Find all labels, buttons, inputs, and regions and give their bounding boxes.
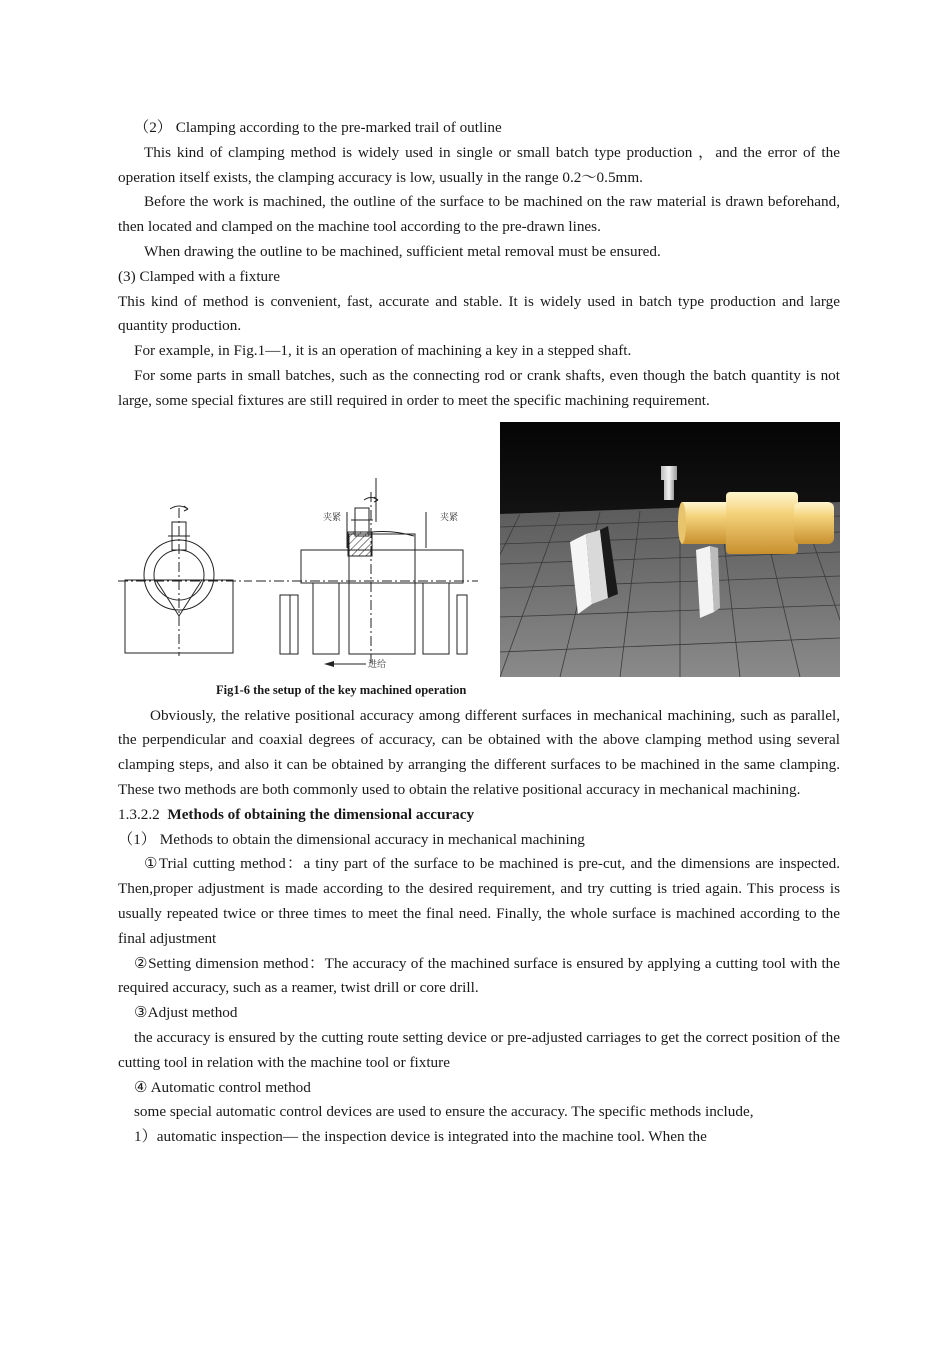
heading-automatic-control: ④ Automatic control method	[134, 1078, 311, 1096]
section-number: 1.3.2.2	[118, 805, 160, 823]
fixture-drawing	[118, 478, 490, 684]
paragraph-metal-removal: When drawing the outline to be machined, sufficient metal removal must be ensured.	[144, 242, 661, 260]
paragraph-automatic-inspection: 1）automatic inspection— the inspection device is integrated into the machine tool. When the	[134, 1128, 707, 1146]
figure-caption: Fig1-6 the setup of the key machined operation	[216, 682, 467, 697]
heading-adjust-method: ③Adjust method	[134, 1004, 238, 1022]
label-clamp-right: 夹紧	[440, 512, 459, 523]
paragraph-example: For example, in Fig.1—1, it is an operation of machining a key in a stepped shaft.	[134, 342, 632, 360]
paragraph-adjust-method: the accuracy is ensured by the cutting route setting device or pre-adjusted carriages to get the correct position of the cutting tool in relation with the machine tool or fixture	[118, 1028, 840, 1071]
figure-key-machining	[118, 422, 840, 704]
heading-dimensional-methods: （1） Methods to obtain the dimensional accuracy in mechanical machining	[118, 830, 585, 848]
section-title: Methods of obtaining the dimensional accuracy	[167, 805, 475, 823]
paragraph-positional-accuracy: Obviously, the relative positional accuracy among different surfaces in mechanical machining, such as parallel, the perpendicular and coaxial degrees of accuracy, can be obtained with the above clamping method using several clamping steps, and also it can be obtained by arranging the different surfaces to be machined in the same clamping. These two methods are both commonly used to obtain the relative positional accuracy in mechanical machining.	[118, 706, 840, 798]
paragraph-clamping-error: This kind of clamping method is widely used in single or small batch type production ，and the error of the operation itself exists, the clamping accuracy is low, usually in the range 0.2～0.5mm.	[118, 143, 840, 186]
section-heading	[118, 803, 840, 828]
label-feed: 进给	[368, 659, 387, 670]
label-clamp-left: 夹紧	[323, 512, 342, 523]
paragraph-small-batches: For some parts in small batches, such as the connecting rod or crank shafts, even though the batch quantity is not large, some special fixtures are still required in order to meet the specific machining requirement.	[118, 366, 840, 409]
fixture-3d-render	[500, 422, 840, 677]
paragraph-setting-dimension: ②Setting dimension method：The accuracy of the machined surface is ensured by applying a cutting tool with the required accuracy, such as a reamer, twist drill or core drill.	[118, 954, 840, 997]
heading-fixture-clamping: (3) Clamped with a fixture	[118, 267, 280, 285]
paragraph-trial-cutting: ①Trial cutting method：a tiny part of the surface to be machined is pre-cut, and the dimensions are inspected. Then,proper adjustment is made according to the desired requirement, and try cutting is tried again. This process is usually repeated twice or three times to meet the final need. Finally, the whole surface is machined according to the final adjustment	[118, 855, 840, 947]
paragraph-outline-drawing: Before the work is machined, the outline of the surface to be machined on the raw material is drawn beforehand, then located and clamped on the machine tool according to the pre-drawn lines.	[118, 193, 840, 236]
heading-pre-marked-clamping: （2） Clamping according to the pre-marked trail of outline	[134, 119, 502, 136]
document-page	[118, 116, 840, 1150]
paragraph-automatic-control: some special automatic control devices are used to ensure the accuracy. The specific methods include,	[134, 1103, 754, 1121]
paragraph-fixture-method: This kind of method is convenient, fast, accurate and stable. It is widely used in batch type production and large quantity production.	[118, 292, 840, 335]
